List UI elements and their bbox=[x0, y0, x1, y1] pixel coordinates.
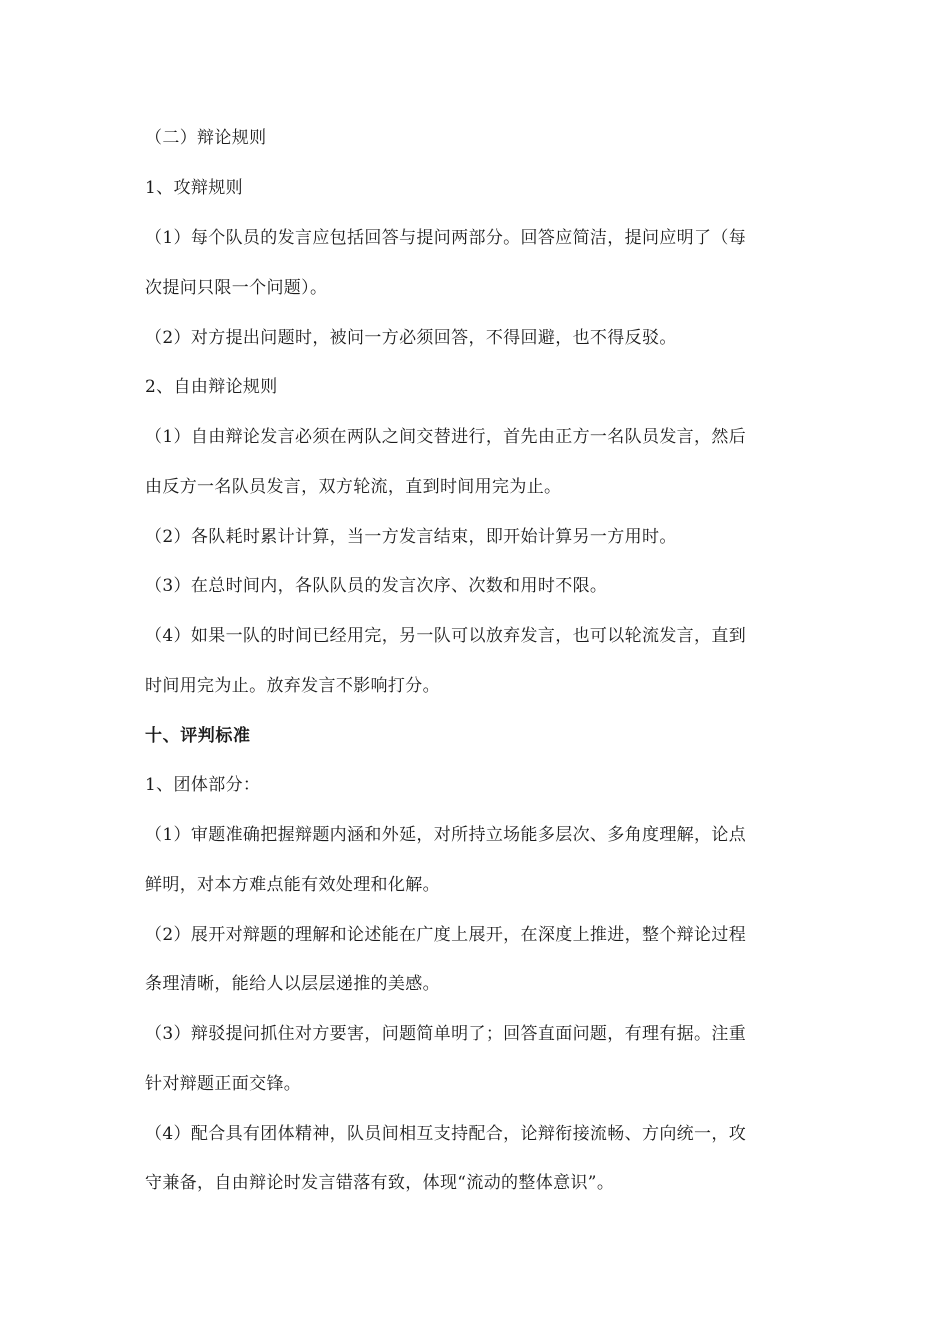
paragraph-line: （1）自由辩论发言必须在两队之间交替进行，首先由正方一名队员发言，然后 bbox=[145, 427, 747, 447]
paragraph-line: 针对辩题正面交锋。 bbox=[145, 1074, 302, 1094]
subsection-title-free-debate-rules: 2、自由辩论规则 bbox=[145, 377, 278, 397]
section-heading-judging-criteria: 十、评判标准 bbox=[145, 726, 251, 746]
paragraph-line: （2）展开对辩题的理解和论述能在广度上展开，在深度上推进，整个辩论过程 bbox=[145, 925, 747, 945]
paragraph-line: （1）每个队员的发言应包括回答与提问两部分。回答应简洁，提问应明了（每 bbox=[145, 228, 747, 248]
paragraph-line: 条理清晰，能给人以层层递推的美感。 bbox=[145, 974, 440, 994]
paragraph-line: （2）对方提出问题时，被问一方必须回答，不得回避，也不得反驳。 bbox=[145, 328, 677, 348]
paragraph-line: （4）配合具有团体精神，队员间相互支持配合，论辩衔接流畅、方向统一，攻 bbox=[145, 1124, 747, 1144]
paragraph-line: 由反方一名队员发言，双方轮流，直到时间用完为止。 bbox=[145, 477, 562, 497]
section-heading-debate-rules: （二）辩论规则 bbox=[145, 128, 267, 148]
paragraph-line: 守兼备，自由辩论时发言错落有致，体现“流动的整体意识”。 bbox=[145, 1173, 615, 1193]
subsection-title-attack-rules: 1、攻辩规则 bbox=[145, 178, 243, 198]
paragraph-line: （1）审题准确把握辩题内涵和外延，对所持立场能多层次、多角度理解，论点 bbox=[145, 825, 747, 845]
paragraph-line: 鲜明，对本方难点能有效处理和化解。 bbox=[145, 875, 440, 895]
paragraph-line: （3）辩驳提问抓住对方要害，问题简单明了；回答直面问题，有理有据。注重 bbox=[145, 1024, 747, 1044]
paragraph-line: （3）在总时间内，各队队员的发言次序、次数和用时不限。 bbox=[145, 576, 608, 596]
paragraph-line: （4）如果一队的时间已经用完，另一队可以放弃发言，也可以轮流发言，直到 bbox=[145, 626, 747, 646]
paragraph-line: 次提问只限一个问题）。 bbox=[145, 278, 328, 298]
subsection-title-team-part: 1、团体部分： bbox=[145, 775, 261, 795]
paragraph-line: 时间用完为止。放弃发言不影响打分。 bbox=[145, 676, 440, 696]
paragraph-line: （2）各队耗时累计计算，当一方发言结束，即开始计算另一方用时。 bbox=[145, 527, 677, 547]
